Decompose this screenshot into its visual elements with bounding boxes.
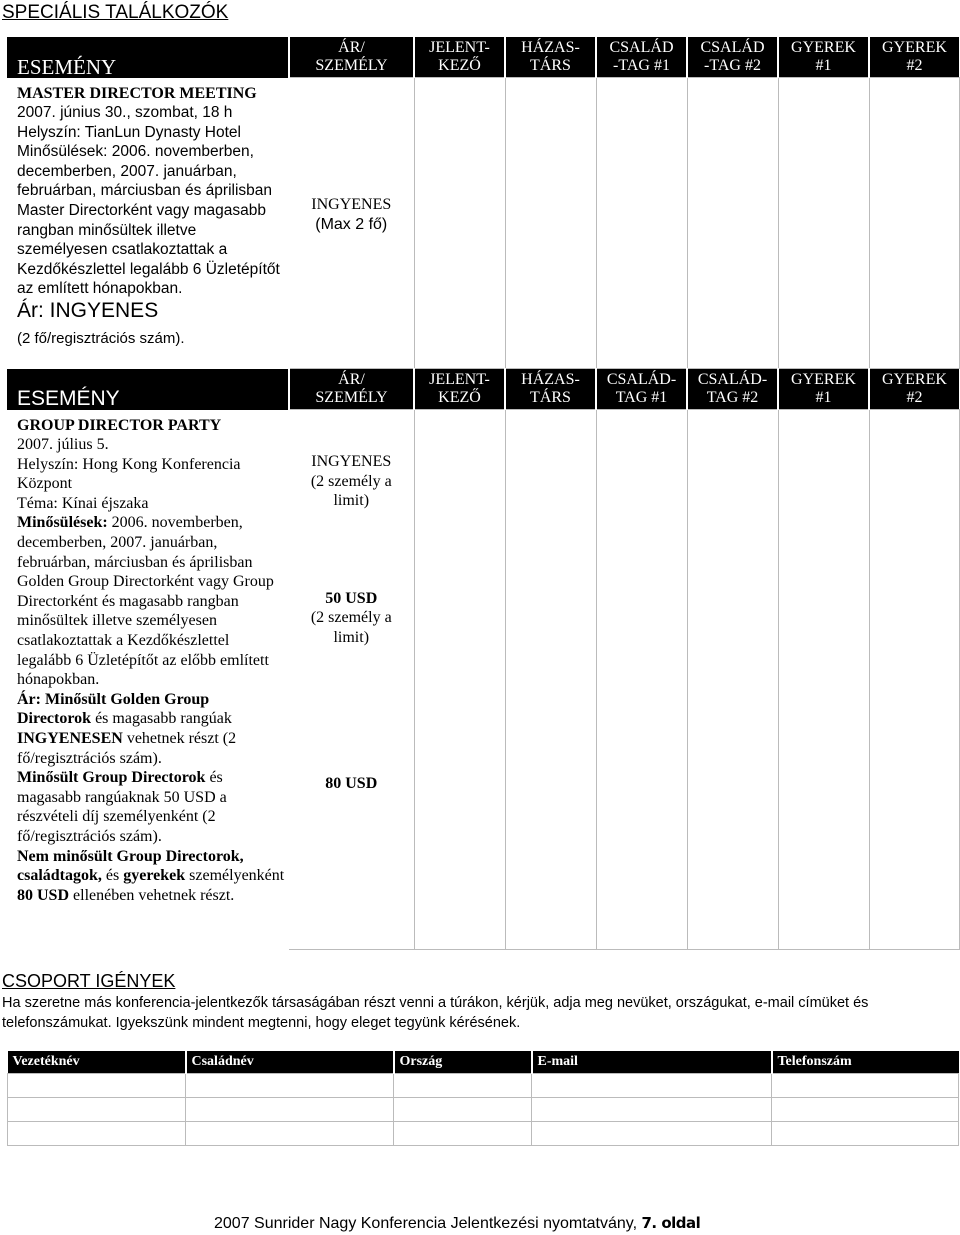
- event1-header: ESEMÉNY: [7, 37, 289, 78]
- qual-label: Minősülések:: [17, 143, 108, 161]
- col-label: HÁZAS- TÁRS: [521, 371, 580, 406]
- contact-cell[interactable]: [772, 1097, 959, 1121]
- qual-label: Minősülések:: [17, 514, 108, 532]
- event2-price-a-limit: (2 személy a limit): [310, 472, 392, 510]
- col-label: GYEREK #2: [882, 39, 947, 74]
- event2-header-row: [7, 369, 960, 410]
- event2-price-cell: [289, 410, 414, 950]
- event1-qualification: [17, 142, 287, 299]
- col-label: ÁR/ SZEMÉLY: [315, 39, 388, 74]
- contact-cell[interactable]: [532, 1121, 772, 1145]
- event2-family1-cell[interactable]: [596, 410, 687, 950]
- event2-price-a-value: INGYENES: [311, 453, 392, 470]
- col-family1-header: [596, 37, 687, 78]
- event1-date: 2007. június 30., szombat, 18 h: [17, 104, 233, 122]
- contact-cell[interactable]: [532, 1097, 772, 1121]
- event1-spouse-cell[interactable]: [505, 78, 596, 369]
- event1-price-label: Ár: INGYENES: [17, 299, 159, 323]
- event2-price-para-1: Ár: Minősült Golden Group Directorok és magasabb rangúak INGYENESEN vehetnek részt (2 fő/regisztrációs szám).: [17, 690, 237, 767]
- event1-child2-cell[interactable]: [869, 78, 959, 369]
- col-label: GYEREK #2: [882, 371, 947, 406]
- contact-header-row: [8, 1051, 959, 1073]
- contact-header-country: Ország: [394, 1051, 532, 1073]
- col-child2-header: [869, 37, 959, 78]
- event1-description: [7, 78, 289, 369]
- footer: [214, 1214, 700, 1233]
- col-price-header: [289, 37, 414, 78]
- event2-spouse-cell[interactable]: [505, 410, 596, 950]
- event2-price-b-limit: (2 személy a limit): [310, 609, 392, 646]
- footer-page-number: 7. oldal: [641, 1214, 701, 1232]
- event2-qualification: [17, 513, 287, 689]
- col-family1-header: [596, 369, 687, 410]
- events-table: [7, 37, 960, 950]
- footer-text: 2007 Sunrider Nagy Konferencia Jelentkezési nyomtatvány,: [214, 1215, 642, 1232]
- col-child1-header: [778, 37, 869, 78]
- qual-text: 2006. novemberben, decemberben, 2007. januárban, februárban, márciusban és áprilisban Master Directorként vagy magasabb rangban minősültek illetve személyesen csatlakoztattak a Kezdőkészlettel legalább 6 Üzletépítőt az említett hónapokban.: [17, 143, 280, 298]
- col-label: ÁR/ SZEMÉLY: [315, 371, 388, 406]
- col-label: GYEREK #1: [791, 371, 856, 406]
- event2-header: ESEMÉNY: [7, 369, 289, 410]
- page-title: SPECIÁLIS TALÁLKOZÓK: [2, 2, 229, 23]
- col-label: CSALÁD- TAG #1: [606, 371, 677, 406]
- contact-row: [8, 1097, 959, 1121]
- event1-child1-cell[interactable]: [778, 78, 869, 369]
- event2-description: [7, 410, 289, 950]
- event2-price-para-2: Minősült Group Directorok és magasabb rangúaknak 50 USD a részvételi díj személyenként (2 fő/regisztrációs szám).: [17, 769, 227, 845]
- contact-header-firstname: Családnév: [186, 1051, 394, 1073]
- col-applicant-header: [414, 37, 505, 78]
- col-spouse-header: [505, 369, 596, 410]
- contact-row: [8, 1121, 959, 1145]
- col-label: CSALÁD- TAG #2: [697, 371, 768, 406]
- event1-applicant-cell[interactable]: [414, 78, 505, 369]
- event1-family2-cell[interactable]: [687, 78, 778, 369]
- group-title: CSOPORT IGÉNYEK: [2, 971, 176, 991]
- event2-child2-cell[interactable]: [869, 410, 959, 950]
- contact-cell[interactable]: [8, 1073, 186, 1097]
- event1-name: MASTER DIRECTOR MEETING: [17, 84, 257, 102]
- col-label: CSALÁD -TAG #2: [700, 39, 765, 74]
- event2-venue: Helyszín: Hong Kong Konferencia Központ: [17, 455, 241, 493]
- contact-cell[interactable]: [394, 1121, 532, 1145]
- qual-text: 2006. novemberben, decemberben, 2007. januárban, februárban, márciusban és áprilisban Golden Group Directorként vagy Group Directorként és magasabb rangban minősültek illetve személyesen csatlakoztattak a Kezdőkészlettel legalább 6 Üzletépítőt az előbb említett hónapokban.: [17, 514, 274, 689]
- col-child2-header: [869, 369, 959, 410]
- contact-cell[interactable]: [532, 1073, 772, 1097]
- event2-row: [7, 410, 960, 950]
- col-label: GYEREK #1: [791, 39, 856, 74]
- contact-cell[interactable]: [186, 1097, 394, 1121]
- event1-price-note: (2 fő/regisztrációs szám).: [17, 329, 185, 347]
- event2-applicant-cell[interactable]: [414, 410, 505, 950]
- col-label: CSALÁD -TAG #1: [609, 39, 674, 74]
- event1-price-value: INGYENES: [311, 196, 392, 213]
- event2-name: GROUP DIRECTOR PARTY: [17, 416, 222, 434]
- col-label: JELENT- KEZŐ: [429, 39, 490, 74]
- event1-row: [7, 78, 960, 369]
- col-applicant-header: [414, 369, 505, 410]
- contact-cell[interactable]: [8, 1121, 186, 1145]
- event2-date: 2007. július 5.: [17, 436, 109, 454]
- col-child1-header: [778, 369, 869, 410]
- contact-row: [8, 1073, 959, 1097]
- contact-cell[interactable]: [394, 1073, 532, 1097]
- event2-price-b-value: 50 USD: [325, 589, 378, 607]
- event1-price-cell: [289, 78, 414, 369]
- contact-header-lastname: Vezetéknév: [8, 1051, 186, 1073]
- contact-cell[interactable]: [186, 1073, 394, 1097]
- contact-header-phone: Telefonszám: [772, 1051, 959, 1073]
- col-label: JELENT- KEZŐ: [429, 371, 490, 406]
- contact-table: [7, 1051, 959, 1146]
- event2-family2-cell[interactable]: [687, 410, 778, 950]
- event2-child1-cell[interactable]: [778, 410, 869, 950]
- event1-price-limit: (Max 2 fő): [315, 215, 388, 233]
- event2-price-para-3: Nem minősült Group Directorok, családtagok, és gyerekek személyenként 80 USD ellenében vehetnek részt.: [17, 847, 285, 904]
- col-spouse-header: [505, 37, 596, 78]
- event2-price-c-value: 80 USD: [325, 774, 378, 792]
- event1-venue: Helyszín: TianLun Dynasty Hotel: [17, 123, 241, 141]
- contact-cell[interactable]: [186, 1121, 394, 1145]
- event2-theme: Téma: Kínai éjszaka: [17, 494, 149, 512]
- col-family2-header: [687, 37, 778, 78]
- contact-cell[interactable]: [772, 1121, 959, 1145]
- contact-cell[interactable]: [772, 1073, 959, 1097]
- col-family2-header: [687, 369, 778, 410]
- event1-header-row: [7, 37, 960, 78]
- col-label: HÁZAS- TÁRS: [521, 39, 580, 74]
- contact-cell[interactable]: [8, 1097, 186, 1121]
- contact-cell[interactable]: [394, 1097, 532, 1121]
- contact-header-email: E-mail: [532, 1051, 772, 1073]
- group-text: Ha szeretne más konferencia-jelentkezők társaságában részt venni a túrákon, kérjük, adja meg nevüket, országukat, e-mail címüket és telefonszámukat. Igyekszünk mindent megtenni, hogy eleget tegyünk kérésének.: [2, 995, 869, 1031]
- event1-family1-cell[interactable]: [596, 78, 687, 369]
- col-price-header: [289, 369, 414, 410]
